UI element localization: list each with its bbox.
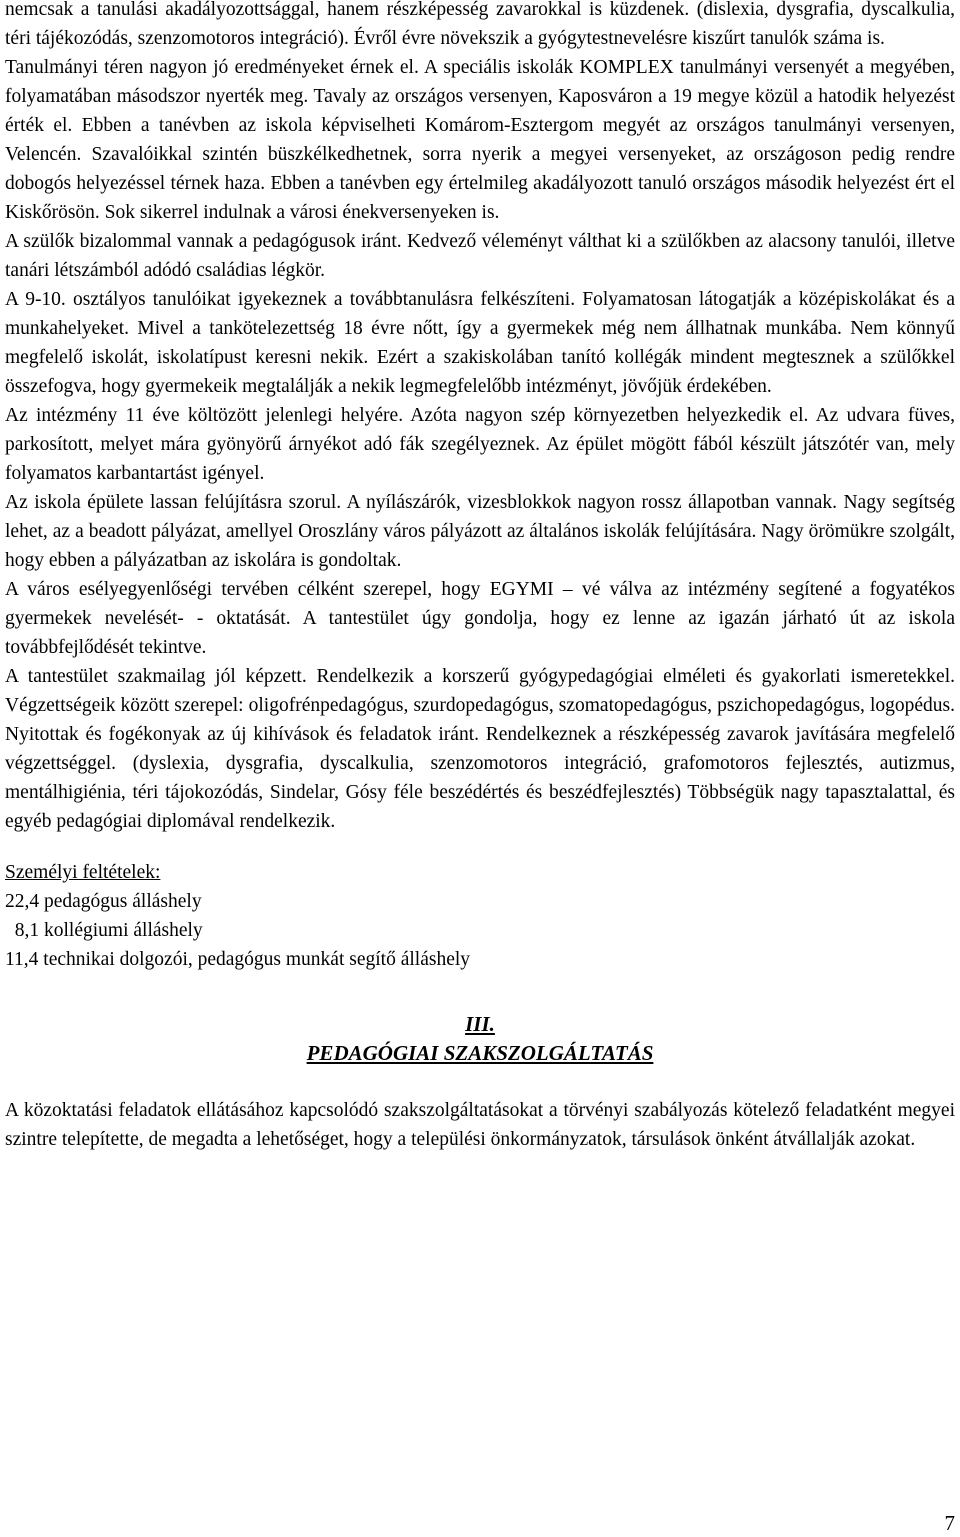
staffing-item-technical: 11,4 technikai dolgozói, pedagógus munkát segítő álláshely bbox=[5, 949, 471, 970]
chapter-title: PEDAGÓGIAI SZAKSZOLGÁLTATÁS bbox=[306, 1041, 654, 1065]
chapter-number: III. bbox=[465, 1012, 495, 1036]
paragraph-academic-results: Tanulmányi téren nagyon jó eredményeket érnek el. A speciális iskolák KOMPLEX tanulmányi versenyét a megyében, folyamatában másodszor nyerték meg. Tavaly az országos versenyen, Kaposváron a 19 megye közül a hatodik helyezést érték el. Ebben a tanévben az iskola képviselheti Komárom-Esztergom megyét az országos tanulmányi versenyen, Velencén. Szavalóikkal szintén büszkélkedhetnek, sorra nyerik a megyei versenyeket, az országoson pedig rendre dobogós helyezéssel térnek haza. Ebben a tanévben egy értelmileg akadályozott tanuló országos második helyezést ért el Kiskőrösön. Sok sikerrel indulnak a városi énekversenyeken is. bbox=[5, 57, 955, 223]
staffing-list bbox=[5, 887, 955, 974]
page-number: 7 bbox=[944, 1511, 955, 1535]
paragraph-building-renovation: Az iskola épülete lassan felújításra szorul. A nyílászárók, vizesblokkok nagyon rossz állapotban vannak. Nagy segítség lehet, az a beadott pályázat, amellyel Oroszlány város pályázott az általános iskolák felújítására. Nagy örömükre szolgált, hogy ebben a pályázatban az iskolára is gondoltak. bbox=[5, 492, 955, 571]
paragraph-learning-difficulties: nemcsak a tanulási akadályozottsággal, hanem részképesség zavarokkal is küzdenek. (dislexia, dysgrafia, dyscalkulia, téri tájékozódás, szenzomotoros integráció). Évről évre növekszik a gyógytestnevelésre kiszűrt tanulók száma is. bbox=[5, 0, 955, 49]
paragraph-institution-location: Az intézmény 11 éve költözött jelenlegi helyére. Azóta nagyon szép környezetben helyezkedik el. Az udvara füves, parkosított, melyet mára gyönyörű árnyékot adó fák szegélyeznek. Az épület mögött fából készült játszótér van, mely folyamatos karbantartást igényel. bbox=[5, 405, 955, 484]
paragraph-further-education: A 9-10. osztályos tanulóikat igyekeznek a továbbtanulásra felkészíteni. Folyamatosan látogatják a középiskolákat és a munkahelyeket. Mivel a tankötelezettség 18 évre nőtt, így a gyermekek még nem állhatnak munkába. Nem könnyű megfelelő iskolát, iskolatípust keresni nekik. Ezért a szakiskolában tanító kollégák mindent megtesznek a szülőkkel összefogva, hogy gyermekeik megtalálják a nekik legmegfelelőbb intézményt, jövőjük érdekében. bbox=[5, 289, 955, 397]
paragraph-special-services: A közoktatási feladatok ellátásához kapcsolódó szakszolgáltatásokat a törvényi szabályozás kötelező feladatként megyei szintre telepítette, de megadta a lehetőséget, hogy a települési önkormányzatok, társulások önként átvállalják azokat. bbox=[5, 1100, 955, 1150]
document-page bbox=[5, 0, 955, 1154]
paragraph-parents-trust: A szülők bizalommal vannak a pedagógusok iránt. Kedvező véleményt válthat ki a szülőkben az alacsony tanulói, illetve tanári létszámból adódó családias légkör. bbox=[5, 231, 955, 281]
staffing-heading: Személyi feltételek: bbox=[5, 862, 161, 883]
staffing-item-dormitory: 8,1 kollégiumi álláshely bbox=[5, 920, 203, 941]
paragraph-teaching-staff: A tantestület szakmailag jól képzett. Rendelkezik a korszerű gyógypedagógiai elméleti és gyakorlati ismeretekkel. Végzettségeik között szerepel: oligofrénpedagógus, szurdopedagógus, szomatopedagógus, pszichopedagógus, logopédus. Nyitottak és fogékonyak az új kihívások és feladatok iránt. Rendelkeznek a részképesség zavarok javítására megfelelő végzettséggel. (dyslexia, dysgrafia, dyscalkulia, szenzomotoros integráció, grafomotoros fejlesztés, autizmus, mentálhigiénia, téri tájokozódás, Sindelar, Gósy féle beszédértés és beszédfejlesztés) Többségük nagy tapasztalattal, és egyéb pedagógiai diplomával rendelkezik. bbox=[5, 666, 955, 832]
staffing-item-teachers: 22,4 pedagógus álláshely bbox=[5, 891, 202, 912]
paragraph-equal-opportunity: A város esélyegyenlőségi tervében célként szerepel, hogy EGYMI – vé válva az intézmény segítené a fogyatékos gyermekek nevelését- - oktatását. A tantestület úgy gondolja, hogy ez lenne az igazán járható út az iskola továbbfejlődését tekintve. bbox=[5, 579, 955, 658]
